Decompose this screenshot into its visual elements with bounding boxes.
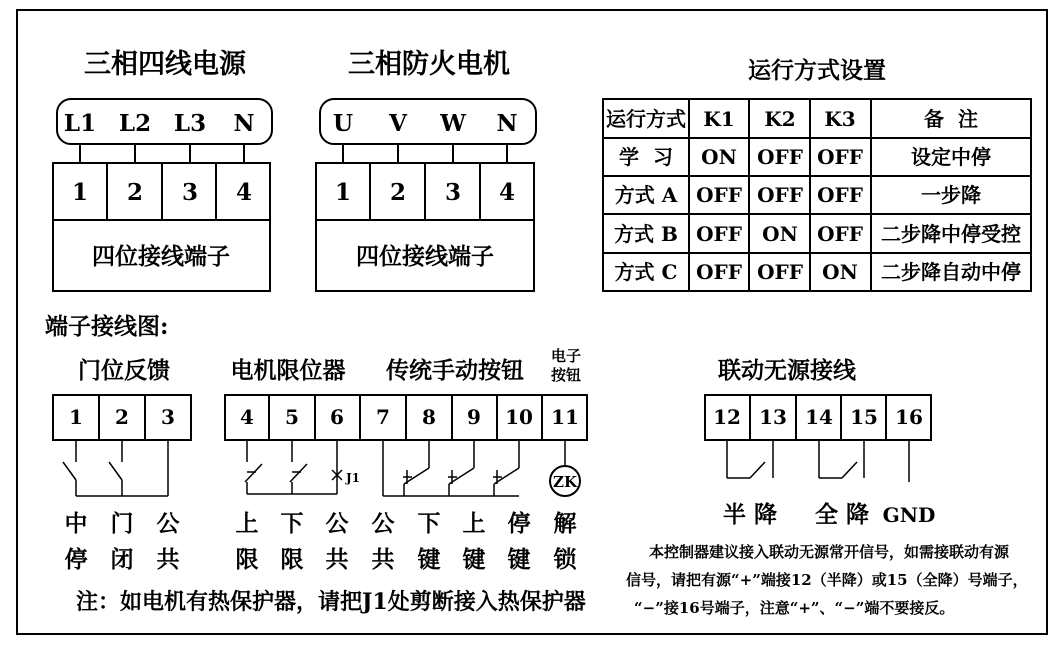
power-phase-l3: L3 xyxy=(173,110,207,137)
terminal-label: 锁 xyxy=(553,546,577,573)
table-cell: OFF xyxy=(757,260,803,284)
linkage-title: 联动无源接线 xyxy=(718,357,856,384)
mode-header-cell: K2 xyxy=(764,107,796,131)
table-cell: 设定中停 xyxy=(911,145,991,169)
terminal-label: 闭 xyxy=(110,546,134,573)
terminal-number: 15 xyxy=(850,405,878,429)
terminal-label: 停 xyxy=(64,546,88,573)
linkage-note-line: “−”接16号端子，注意“+”、“−”端不要接反。 xyxy=(634,599,955,617)
power-terminal: 1 xyxy=(71,179,89,206)
mode-header-cell: 运行方式 xyxy=(606,107,686,131)
linkage-note-line: 本控制器建议接入联动无源常开信号，如需接联动有源 xyxy=(649,543,1010,561)
linkage-note-line: 信号，请把有源“+”端接12（半降）或15（全降）号端子， xyxy=(626,571,1028,589)
group-manual-label: 传统手动按钮 xyxy=(386,357,524,384)
motor-phase-w: W xyxy=(440,110,466,137)
mode-header-cell: K3 xyxy=(824,107,856,131)
linkage-label-half: 半 降 xyxy=(722,501,778,528)
table-cell: ON xyxy=(822,260,858,284)
motor-phase-v: V xyxy=(389,110,407,137)
table-cell: ON xyxy=(701,145,737,169)
terminal-label: 公 xyxy=(371,510,395,537)
terminal-label: 解 xyxy=(553,510,577,537)
zk-button xyxy=(550,440,580,496)
terminal-label: 键 xyxy=(417,546,441,573)
table-row xyxy=(614,222,1021,246)
terminal-label: 限 xyxy=(235,546,259,573)
table-cell: 学 习 xyxy=(619,145,673,169)
terminal-number: 3 xyxy=(161,405,175,429)
table-cell: OFF xyxy=(696,222,742,246)
mode-table-title: 运行方式设置 xyxy=(748,57,886,84)
table-cell: ON xyxy=(762,222,798,246)
zk-label: ZK xyxy=(553,473,577,491)
terminal-number: 11 xyxy=(551,405,579,429)
motor-terminal: 4 xyxy=(498,179,516,206)
terminal-number: 1 xyxy=(69,405,83,429)
mode-header-cell: 备 注 xyxy=(924,107,978,131)
terminal-number: 8 xyxy=(422,405,436,429)
table-cell: OFF xyxy=(757,145,803,169)
terminal-labels-bottom xyxy=(65,546,578,573)
manual-push-buttons xyxy=(383,440,519,496)
table-cell: OFF xyxy=(696,183,742,207)
terminal-number: 7 xyxy=(376,405,390,429)
motor-block-label: 四位接线端子 xyxy=(356,243,494,270)
linkage-switches xyxy=(727,440,909,482)
terminal-label: 上 xyxy=(462,510,486,537)
table-row xyxy=(615,260,1022,284)
power-block-label: 四位接线端子 xyxy=(92,243,230,270)
terminal-number: 5 xyxy=(285,405,299,429)
door-feedback-switches xyxy=(63,440,168,496)
linkage-label-full: 全 降 xyxy=(814,501,870,528)
table-cell: 二步降中停受控 xyxy=(881,222,1021,246)
terminal-label: 公 xyxy=(156,510,180,537)
terminal-number: 10 xyxy=(505,405,533,429)
terminal-label: 公 xyxy=(325,510,349,537)
j1-label: J1 xyxy=(346,471,361,485)
group-limit-label: 电机限位器 xyxy=(230,357,346,384)
terminal-label: 停 xyxy=(507,510,531,537)
terminal-number: 14 xyxy=(805,405,833,429)
table-cell: 一步降 xyxy=(921,183,981,207)
terminal-number: 12 xyxy=(713,405,741,429)
terminal-label: 键 xyxy=(507,546,531,573)
terminal-number: 16 xyxy=(895,405,923,429)
terminal-label: 限 xyxy=(280,546,304,573)
group-electronic-label: 电子 xyxy=(550,347,582,365)
table-cell: 方式 A xyxy=(614,183,678,207)
power-terminal: 2 xyxy=(126,179,144,206)
terminal-number: 4 xyxy=(240,405,254,429)
mode-header-cell: K1 xyxy=(703,107,735,131)
group-door-label: 门位反馈 xyxy=(78,357,170,384)
mode-table-header xyxy=(606,107,978,131)
wiring-title: 端子接线图: xyxy=(45,313,169,340)
motor-limit-switches xyxy=(245,440,342,494)
power-phase-l2: L2 xyxy=(118,110,152,137)
terminal-number: 13 xyxy=(759,405,787,429)
motor-terminal: 2 xyxy=(389,179,407,206)
motor-phase-n: N xyxy=(496,110,518,137)
terminal-number: 6 xyxy=(330,405,344,429)
terminal-number: 2 xyxy=(115,405,129,429)
group-electronic-label: 按钮 xyxy=(550,366,582,384)
table-cell: OFF xyxy=(817,222,863,246)
table-cell: OFF xyxy=(817,183,863,207)
table-cell: 方式 C xyxy=(614,260,678,284)
power-title: 三相四线电源 xyxy=(84,49,246,80)
terminal-label: 中 xyxy=(64,510,88,537)
terminal-number: 9 xyxy=(467,405,481,429)
power-phase-n: N xyxy=(233,110,255,137)
terminal-label: 上 xyxy=(235,510,259,537)
terminal-label: 门 xyxy=(110,510,134,537)
linkage-label-gnd: GND xyxy=(882,503,936,527)
table-cell: OFF xyxy=(757,183,803,207)
table-cell: 二步降自动中停 xyxy=(881,260,1021,284)
table-row xyxy=(619,145,992,169)
motor-terminal: 3 xyxy=(444,179,462,206)
power-terminal: 4 xyxy=(235,179,253,206)
power-terminal: 3 xyxy=(181,179,199,206)
thermal-protector-footnote: 注：如电机有热保护器，请把J1处剪断接入热保护器 xyxy=(76,589,586,615)
terminal-label: 下 xyxy=(280,510,304,537)
table-cell: OFF xyxy=(696,260,742,284)
terminal-label: 共 xyxy=(371,546,395,573)
terminal-label: 共 xyxy=(156,546,180,573)
motor-title: 三相防火电机 xyxy=(348,49,510,80)
motor-terminal: 1 xyxy=(334,179,352,206)
table-row xyxy=(615,183,981,207)
table-cell: OFF xyxy=(817,145,863,169)
terminal-labels-top xyxy=(65,510,577,537)
power-phase-l1: L1 xyxy=(63,110,97,137)
terminal-label: 键 xyxy=(462,546,486,573)
motor-phase-u: U xyxy=(332,110,354,137)
terminal-label: 下 xyxy=(417,510,441,537)
table-cell: 方式 B xyxy=(614,222,678,246)
terminal-label: 共 xyxy=(325,546,349,573)
